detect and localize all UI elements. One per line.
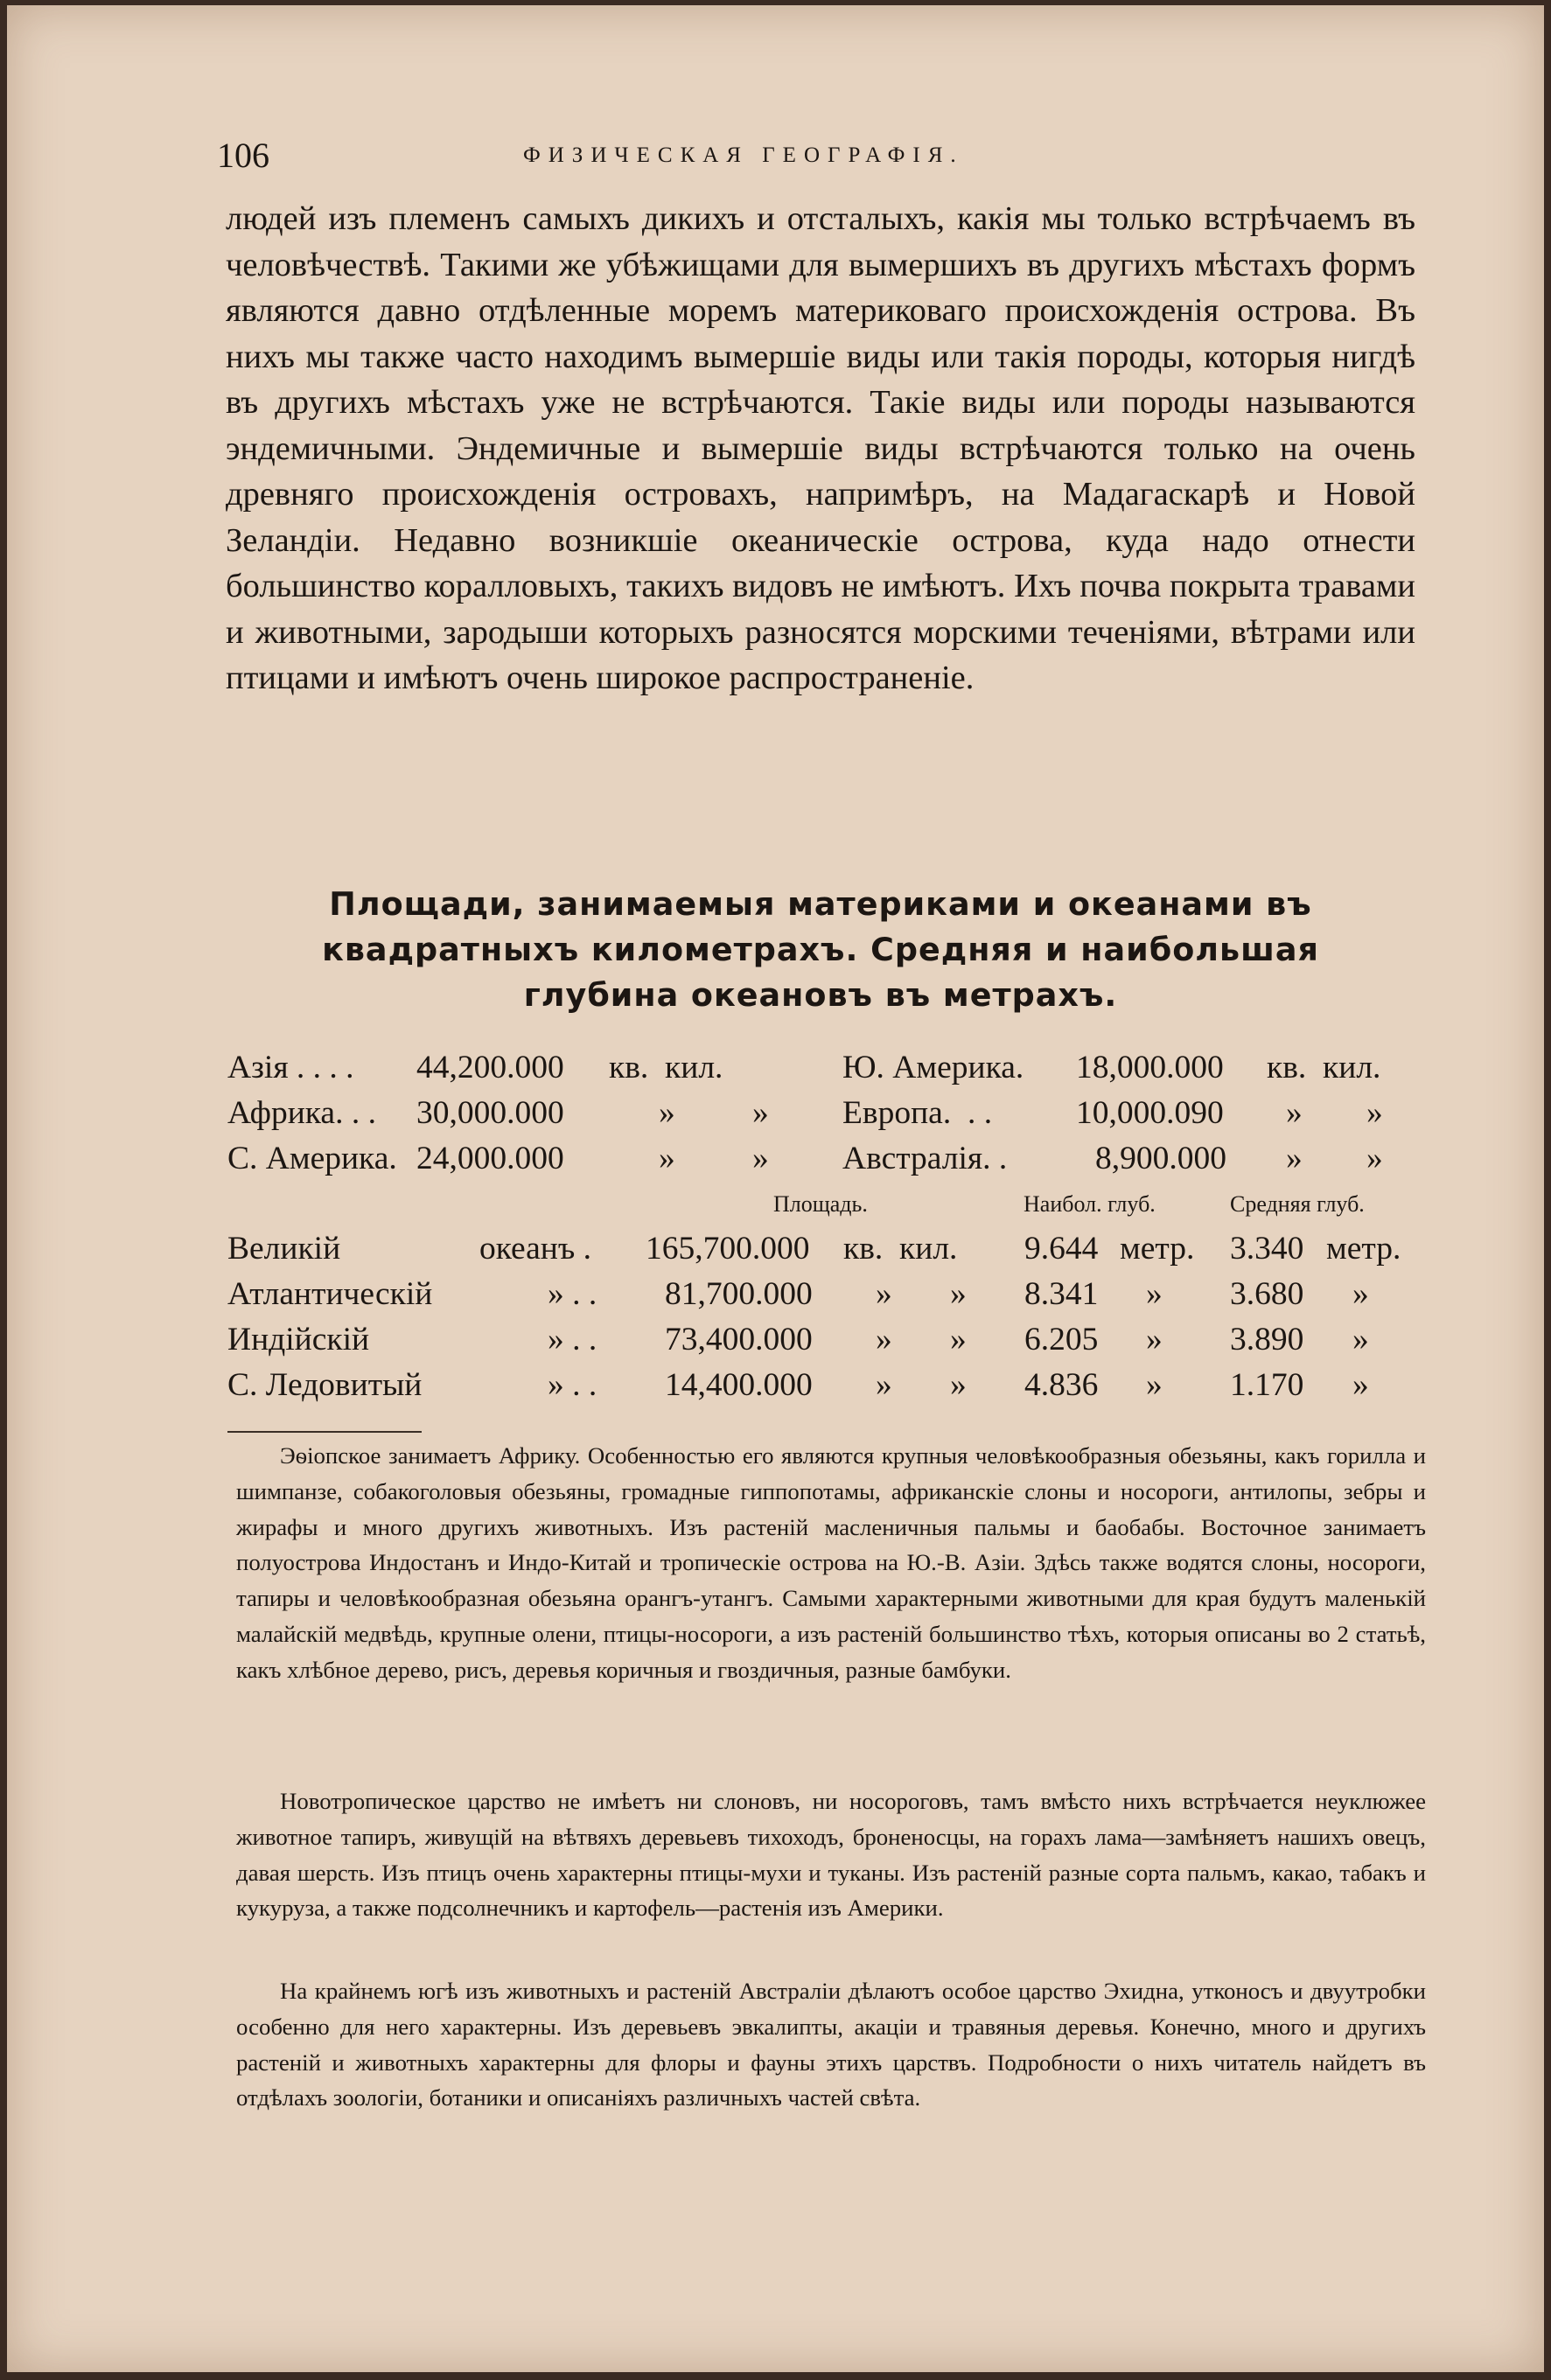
ditto-mark: »	[1146, 1367, 1163, 1403]
footnote-paragraph: Новотропическое царство не имѣетъ ни слоновъ, ни носороговъ, тамъ вмѣсто нихъ встрѣчается неуклюжее животное тапиръ, живущій на вѣтвяхъ деревьевъ тихоходъ, броненосцы, на горахъ лама—замѣняетъ нашихъ овецъ, давая шерсть. Изъ птицъ очень характерны птицы-мухи и туканы. Изъ растеній разные сорта пальмъ, какао, табакъ и кукуруза, а также подсолнечникъ и картофель—растенія изъ Америки.	[236, 1788, 1426, 1922]
footnote-paragraph: Эѳіопское занимаетъ Африку. Особенностью его являются крупныя человѣкообразныя обезьяны, какъ горилла и шимпанзе, собакоголовыя обезьяны, громадные гиппопотамы, африканскіе слоны и носороги, антилопы, зебры и жирафы и много другихъ животныхъ. Изъ растеній масленичныя пальмы и баобабы. Восточное занимаетъ полуострова Индостанъ и Индо-Китай и тропическіе острова на Ю.-В. Азіи. Здѣсь также водятся слоны, носороги, тапиры и человѣкообразная обезьяна орангъ-утангъ. Самыми характерными животными для края будутъ маленькій малайскій медвѣдь, крупные олени, птицы-носороги, а изъ растеній большинство тѣхъ, которыя описаны во 2 статьѣ, какъ хлѣбное дерево, рисъ, деревья коричныя и гвоздичныя, разные бамбуки.	[236, 1442, 1426, 1683]
ocean-area: 165,700.000	[646, 1231, 810, 1267]
ditto-mark: »	[1146, 1322, 1163, 1358]
ditto-mark: »	[1286, 1141, 1303, 1176]
ditto-mark: »	[876, 1276, 892, 1312]
continent-area: 30,000.000	[416, 1095, 564, 1131]
ocean-max-depth: 8.341	[1024, 1276, 1099, 1312]
section-heading	[227, 882, 1414, 1018]
ditto-mark: »	[876, 1322, 892, 1358]
ditto-mark: »	[659, 1141, 675, 1176]
continent-area: 44,200.000	[416, 1050, 564, 1085]
ditto-mark: »	[1366, 1141, 1383, 1176]
body-paragraph: людей изъ племенъ самыхъ дикихъ и отсталыхъ, какія мы только встрѣчаемъ въ человѣчествѣ. Такими же убѣжищами для вымершихъ въ другихъ мѣстахъ формъ являются давно отдѣленные моремъ материковаго происхожденія острова. Въ нихъ мы также часто находимъ вымершіе виды или такія породы, которыя нигдѣ въ другихъ мѣстахъ уже не встрѣчаются. Такіе виды или породы называются эндемичными. Эндемичные и вымершіе виды встрѣчаются только на очень древняго происхожденія островахъ, напримѣръ, на Мадагаскарѣ и Новой Зеландіи. Недавно возникшіе океаническіе острова, куда надо отнести большинство коралловыхъ, такихъ видовъ не имѣютъ. Ихъ почва покрыта травами и животными, зародыши которыхъ разносятся морскими теченіями, вѣтрами или птицами и имѣютъ очень широкое распространеніе.	[226, 200, 1415, 696]
area-unit: кв. кил.	[1267, 1050, 1381, 1085]
book-page	[7, 5, 1544, 2372]
continent-name: Азія . . . .	[227, 1050, 354, 1085]
ocean-suffix: » . .	[548, 1322, 597, 1358]
continent-area: 24,000.000	[416, 1141, 564, 1176]
section-heading-line-1: Площади, занимаемыя материками и океанами въ	[329, 885, 1312, 923]
ditto-mark: »	[876, 1367, 892, 1403]
ditto-mark: »	[950, 1367, 967, 1403]
continent-name: С. Америка.	[227, 1141, 397, 1176]
ditto-mark: »	[1146, 1276, 1163, 1312]
continent-area: 10,000.090	[1076, 1095, 1224, 1131]
page-header	[217, 135, 1415, 178]
footnote-divider	[227, 1431, 422, 1433]
area-unit: кв. кил.	[843, 1231, 958, 1267]
running-title: ФИЗИЧЕСКАЯ ГЕОГРАФІЯ.	[523, 143, 964, 167]
ocean-mean-depth: 3.680	[1230, 1276, 1304, 1312]
ocean-max-depth: 9.644	[1024, 1231, 1099, 1267]
ocean-name: Великій	[227, 1231, 341, 1267]
ditto-mark: »	[1352, 1322, 1369, 1358]
ocean-max-depth: 6.205	[1024, 1322, 1099, 1358]
ditto-mark: »	[752, 1141, 769, 1176]
continent-name: Австралія. .	[842, 1141, 1008, 1176]
section-heading-line-3: глубина океановъ въ метрахъ.	[523, 976, 1118, 1014]
area-unit: кв. кил.	[609, 1050, 723, 1085]
continent-name: Ю. Америка.	[842, 1050, 1024, 1085]
footnote-paragraph: На крайнемъ югѣ изъ животныхъ и растеній Австраліи дѣлаютъ особое царство Эхидна, утконосъ и двуутробки особенно для него характерны. Изъ деревьевъ эвкалипты, акаціи и травяныя деревья. Конечно, много и другихъ растеній и животныхъ характерны для флоры и фауны этихъ царствъ. Подробности о нихъ читатель найдетъ въ отдѣлахъ зоологіи, ботаники и описаніяхъ различныхъ частей свѣта.	[236, 1978, 1426, 2111]
continent-area: 8,900.000	[1095, 1141, 1226, 1176]
continent-name: Европа. . .	[842, 1095, 993, 1131]
ditto-mark: »	[950, 1276, 967, 1312]
ditto-mark: »	[1366, 1095, 1383, 1131]
ditto-mark: »	[659, 1095, 675, 1131]
ditto-mark: »	[1352, 1367, 1369, 1403]
ocean-max-depth: 4.836	[1024, 1367, 1099, 1403]
continent-name: Африка. . .	[227, 1095, 376, 1131]
ocean-mean-depth: 1.170	[1230, 1367, 1304, 1403]
ocean-suffix: океанъ .	[479, 1231, 591, 1267]
ocean-area: 81,700.000	[665, 1276, 813, 1312]
column-header-max-depth: Наибол. глуб.	[1024, 1191, 1156, 1217]
column-header-mean-depth: Средняя глуб.	[1230, 1191, 1365, 1217]
ditto-mark: »	[1286, 1095, 1303, 1131]
ocean-suffix: » . .	[548, 1367, 597, 1403]
continent-area: 18,000.000	[1076, 1050, 1224, 1085]
column-header-area: Площадь.	[773, 1191, 868, 1217]
section-heading-line-2: квадратныхъ километрахъ. Средняя и наибольшая	[322, 931, 1319, 968]
ocean-area: 14,400.000	[665, 1367, 813, 1403]
depth-unit: метр.	[1120, 1231, 1195, 1267]
ocean-mean-depth: 3.340	[1230, 1231, 1304, 1267]
depth-unit: метр.	[1326, 1231, 1401, 1267]
page-number: 106	[217, 136, 269, 175]
ditto-mark: »	[950, 1322, 967, 1358]
ocean-name: Атлантическій	[227, 1276, 433, 1312]
ocean-area: 73,400.000	[665, 1322, 813, 1358]
ocean-name: Индійскій	[227, 1322, 370, 1358]
ocean-suffix: » . .	[548, 1276, 597, 1312]
ocean-mean-depth: 3.890	[1230, 1322, 1304, 1358]
ditto-mark: »	[752, 1095, 769, 1131]
ocean-name: С. Ледовитый	[227, 1367, 423, 1403]
ditto-mark: »	[1352, 1276, 1369, 1312]
